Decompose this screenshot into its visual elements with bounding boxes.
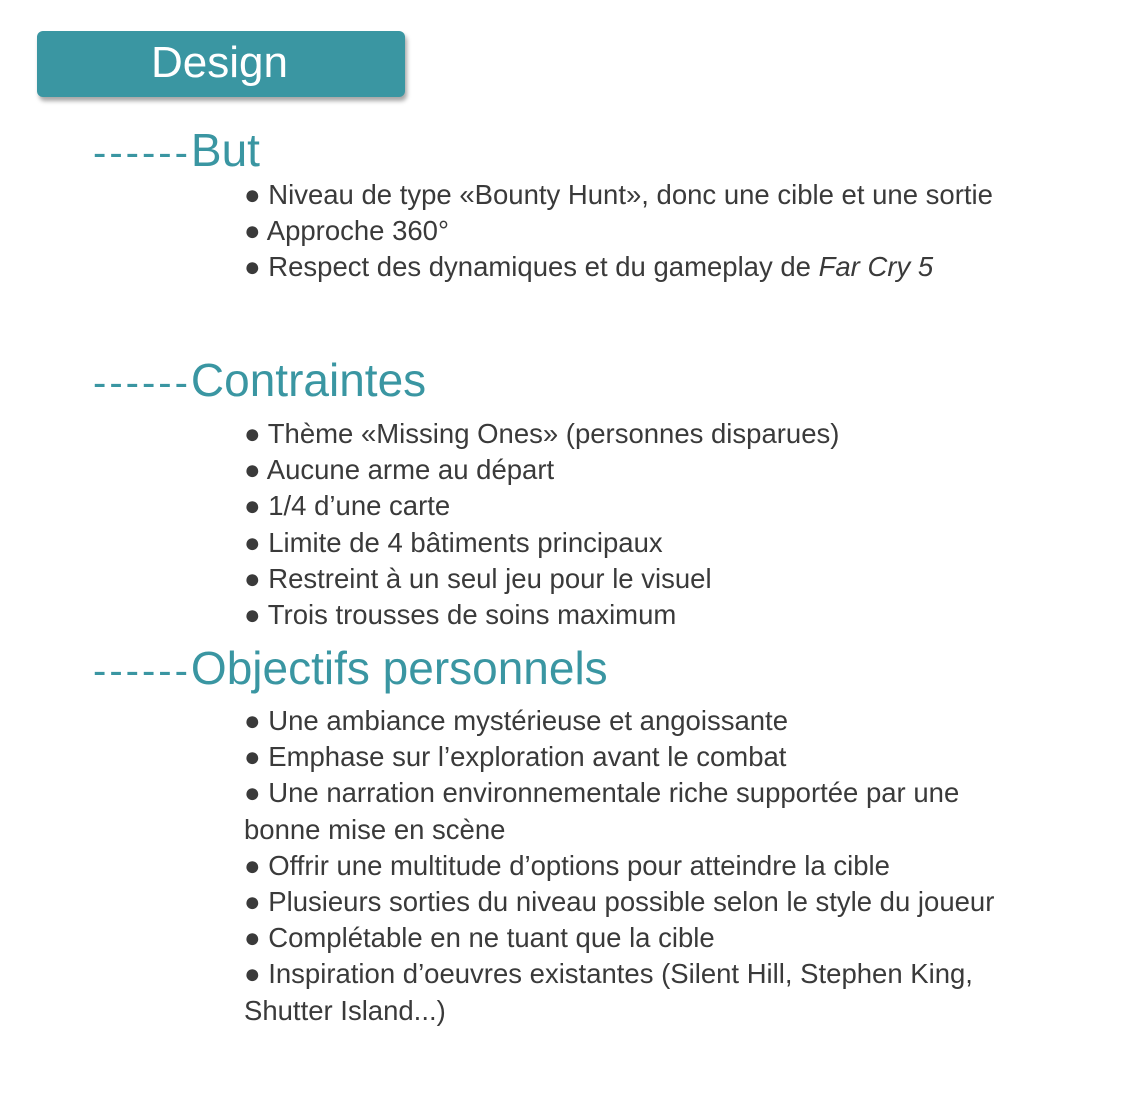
list-item: ● Une narration environnementale riche supportée par une bonne mise en scène	[244, 777, 960, 845]
list-item: ● Thème «Missing Ones» (personnes disparues)	[244, 418, 840, 449]
list-item: ● 1/4 d’une carte	[244, 490, 451, 522]
list-item: ● Limite de 4 bâtiments principaux	[244, 526, 663, 558]
list-item: ● Niveau de type «Bounty Hunt», donc une cible et une sortie	[244, 179, 993, 210]
heading-text: Contraintes	[190, 354, 427, 406]
list-item: ● Trois trousses de soins maximum	[244, 599, 677, 631]
game-title: Far Cry 5	[818, 251, 934, 283]
heading-dashes: ------	[93, 131, 191, 175]
list-item: ● Inspiration d’oeuvres existantes (Silent Hill, Stephen King, Shutter Island...)	[244, 958, 973, 1026]
section-list-contraintes	[244, 416, 1034, 633]
list-item-text: ● Respect des dynamiques et du gameplay de	[244, 251, 819, 283]
list-item	[244, 249, 1034, 285]
heading-text: But	[190, 124, 260, 176]
heading-dashes: ------	[93, 649, 191, 693]
section-heading-objectifs	[93, 642, 608, 697]
section-heading-but	[93, 124, 260, 179]
title-banner	[37, 31, 405, 97]
heading-text: Objectifs personnels	[190, 642, 608, 694]
list-item: ● Complétable en ne tuant que la cible	[244, 922, 715, 954]
list-item: ● Une ambiance mystérieuse et angoissante	[244, 705, 788, 736]
list-item: ● Plusieurs sorties du niveau possible selon le style du joueur	[244, 886, 995, 918]
section-list-but	[244, 177, 1034, 286]
list-item: ● Aucune arme au départ	[244, 454, 555, 486]
list-item: ● Approche 360°	[244, 215, 449, 247]
list-item: ● Emphase sur l’exploration avant le combat	[244, 741, 787, 773]
section-list-objectifs	[244, 703, 1034, 1029]
page-title: Design	[151, 38, 288, 87]
list-item: ● Restreint à un seul jeu pour le visuel	[244, 562, 712, 594]
section-heading-contraintes	[93, 354, 426, 409]
list-item: ● Offrir une multitude d’options pour atteindre la cible	[244, 849, 890, 881]
heading-dashes: ------	[93, 361, 191, 405]
